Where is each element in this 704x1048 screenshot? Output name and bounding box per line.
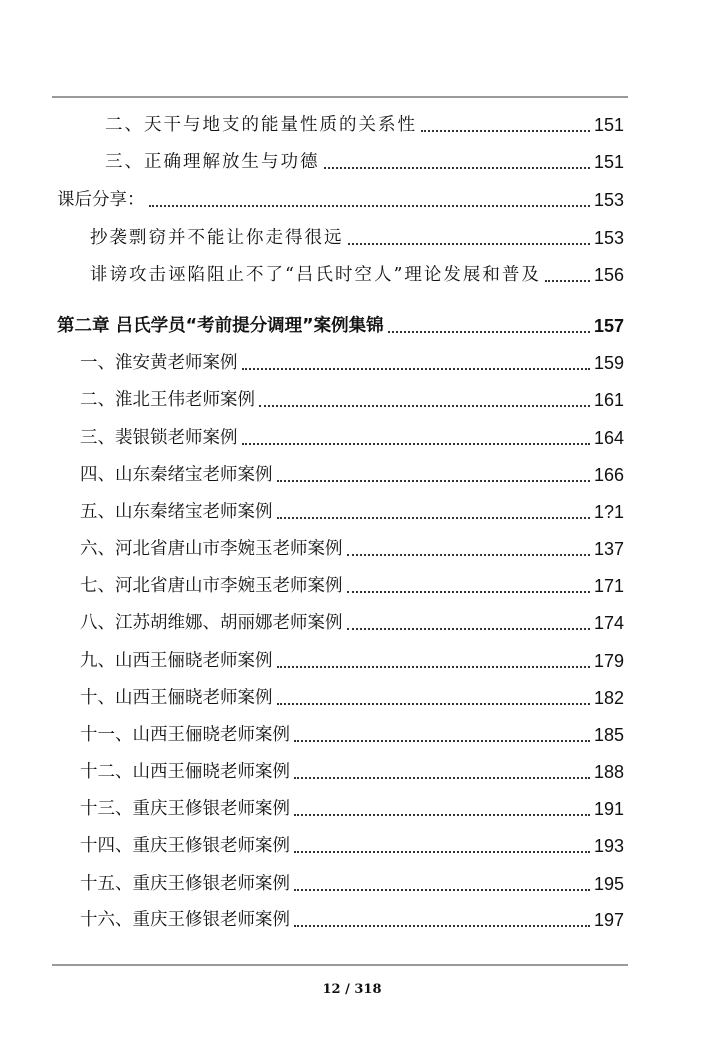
toc-entry-page: 188 (593, 762, 624, 782)
dot-leader (347, 628, 590, 630)
dot-leader (545, 280, 590, 282)
toc-entry-title: 九、山西王俪晓老师案例 (80, 651, 273, 671)
toc-entry[interactable] (80, 571, 624, 601)
toc-entry-page: 164 (593, 428, 624, 448)
toc-entry-title: 十四、重庆王修银老师案例 (80, 836, 290, 856)
dot-leader (347, 591, 590, 593)
toc-entry-page: 166 (593, 465, 624, 485)
toc-entry[interactable] (80, 683, 624, 713)
toc-entry-page: 151 (593, 115, 624, 135)
dot-leader (388, 331, 590, 333)
toc-entry-title: 三、裴银锁老师案例 (80, 428, 238, 448)
toc-entry[interactable] (80, 720, 624, 750)
dot-leader (421, 130, 590, 132)
toc-entry-page: 182 (593, 688, 624, 708)
toc-entry-title: 八、江苏胡维娜、胡丽娜老师案例 (80, 613, 343, 633)
dot-leader (277, 517, 590, 519)
bottom-rule (52, 964, 628, 966)
toc-entry-page: 151 (593, 152, 624, 172)
toc-entry[interactable] (80, 646, 624, 676)
toc-entry-title: 七、河北省唐山市李婉玉老师案例 (80, 576, 343, 596)
toc-entry-title: 二、淮北王伟老师案例 (80, 390, 255, 410)
top-rule (52, 96, 628, 98)
toc-entry-title: 课后分享： (57, 190, 145, 210)
toc-entry[interactable] (80, 905, 624, 935)
dot-leader (294, 925, 590, 927)
toc-entry-page: 185 (593, 725, 624, 745)
dot-leader (324, 167, 590, 169)
toc-entry-title: 诽谤攻击诬陷阻止不了“吕氏时空人”理论发展和普及 (90, 265, 541, 285)
toc-entry-page: 179 (593, 651, 624, 671)
toc-entry[interactable] (90, 223, 624, 253)
toc-entry[interactable] (80, 869, 624, 899)
toc-entry-title: 五、山东秦绪宝老师案例 (80, 502, 273, 522)
dot-leader (294, 814, 590, 816)
dot-leader (277, 666, 590, 668)
toc-entry[interactable] (80, 460, 624, 490)
dot-leader (277, 480, 590, 482)
toc-entry-title: 六、河北省唐山市李婉玉老师案例 (80, 539, 343, 559)
toc-entry-page: 193 (593, 836, 624, 856)
toc-entry-page: 1?1 (593, 502, 624, 522)
dot-leader (347, 554, 590, 556)
dot-leader (294, 777, 590, 779)
toc-entry-title: 一、淮安黄老师案例 (80, 353, 238, 373)
toc-chapter-entry[interactable] (57, 311, 624, 341)
toc-entry[interactable] (105, 110, 624, 140)
toc-entry-title: 四、山东秦绪宝老师案例 (80, 465, 273, 485)
toc-entry[interactable] (80, 497, 624, 527)
toc-entry-page: 195 (593, 874, 624, 894)
toc-entry-title: 十一、山西王俪晓老师案例 (80, 725, 290, 745)
dot-leader (259, 405, 590, 407)
toc-entry-title: 第二章 吕氏学员“考前提分调理”案例集锦 (57, 316, 384, 336)
toc-entry-page: 174 (593, 613, 624, 633)
toc-entry-title: 三、正确理解放生与功德 (105, 152, 320, 172)
toc-entry[interactable] (80, 385, 624, 415)
dot-leader (277, 703, 590, 705)
toc-entry[interactable] (57, 185, 624, 215)
page-indicator: 12 / 318 (322, 982, 382, 997)
toc-entry-page: 156 (593, 265, 624, 285)
toc-entry-title: 十六、重庆王修银老师案例 (80, 910, 290, 930)
dot-leader (149, 205, 590, 207)
toc-entry[interactable] (80, 348, 624, 378)
toc-entry-title: 抄袭剽窃并不能让你走得很远 (90, 228, 344, 248)
toc-entry-page: 197 (593, 910, 624, 930)
toc-entry[interactable] (105, 147, 624, 177)
dot-leader (294, 889, 590, 891)
dot-leader (242, 443, 590, 445)
toc-entry-page: 153 (593, 190, 624, 210)
toc-entry-title: 二、天干与地支的能量性质的关系性 (105, 115, 417, 135)
toc-entry-page: 159 (593, 353, 624, 373)
toc-entry[interactable] (80, 794, 624, 824)
toc-entry[interactable] (90, 260, 624, 290)
toc-entry[interactable] (80, 423, 624, 453)
toc-entry[interactable] (80, 534, 624, 564)
toc-entry-title: 十三、重庆王修银老师案例 (80, 799, 290, 819)
dot-leader (348, 243, 590, 245)
toc-entry-page: 157 (593, 316, 624, 336)
toc-entry[interactable] (80, 757, 624, 787)
dot-leader (294, 851, 590, 853)
toc-entry-page: 137 (593, 539, 624, 559)
toc-entry-page: 191 (593, 799, 624, 819)
toc-entry-title: 十、山西王俪晓老师案例 (80, 688, 273, 708)
toc-entry-title: 十二、山西王俪晓老师案例 (80, 762, 290, 782)
toc-entry-page: 153 (593, 228, 624, 248)
toc-entry-title: 十五、重庆王修银老师案例 (80, 874, 290, 894)
toc-entry-page: 171 (593, 576, 624, 596)
dot-leader (242, 368, 590, 370)
toc-entry-page: 161 (593, 390, 624, 410)
toc-entry[interactable] (80, 831, 624, 861)
dot-leader (294, 740, 590, 742)
toc-entry[interactable] (80, 608, 624, 638)
